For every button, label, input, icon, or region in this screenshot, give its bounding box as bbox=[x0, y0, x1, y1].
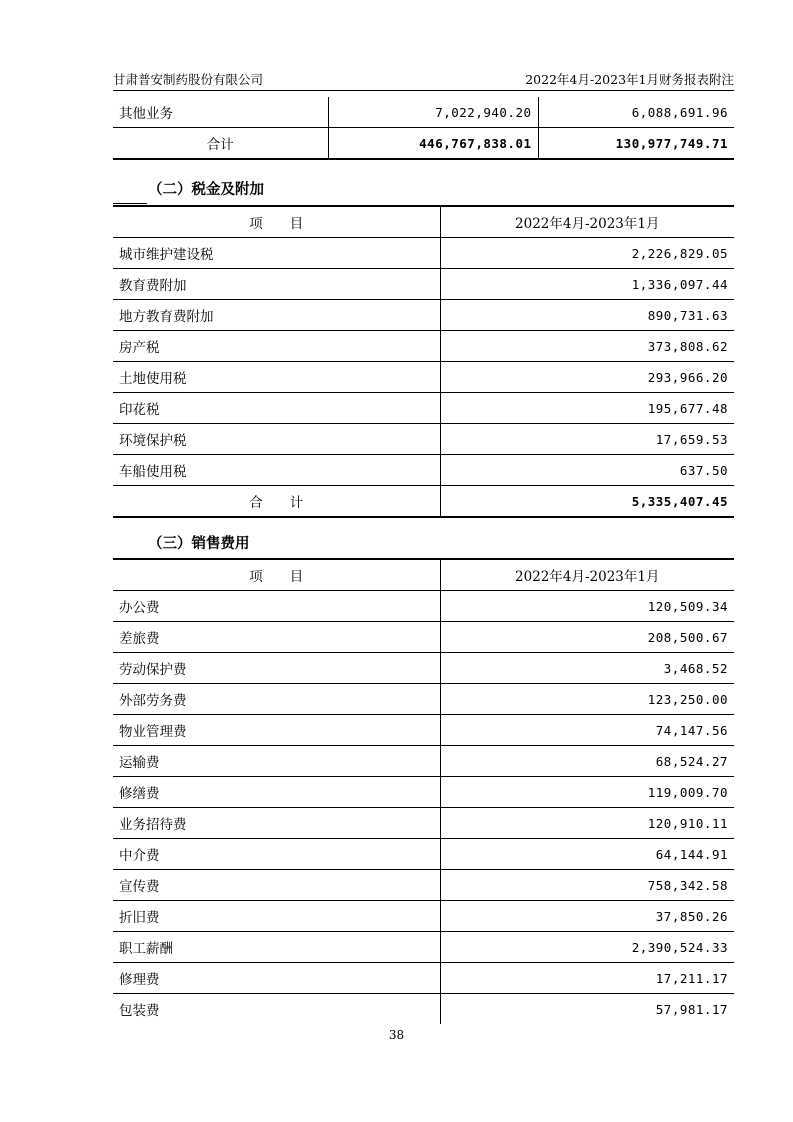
row-label: 中介费 bbox=[113, 839, 440, 870]
table-row bbox=[113, 870, 734, 901]
value-cell: 119,009.70 bbox=[440, 777, 734, 808]
value-cell: 293,966.20 bbox=[440, 362, 734, 393]
report-title: 2022年4月-2023年1月财务报表附注 bbox=[525, 72, 734, 87]
table-row bbox=[113, 591, 734, 622]
row-label: 修理费 bbox=[113, 963, 440, 994]
table-row bbox=[113, 901, 734, 932]
value-cell: 64,144.91 bbox=[440, 839, 734, 870]
value-cell: 130,977,749.71 bbox=[538, 128, 734, 160]
value-cell: 68,524.27 bbox=[440, 746, 734, 777]
revenue-summary-table bbox=[113, 97, 734, 160]
column-header-item: 项 目 bbox=[113, 206, 440, 238]
row-label: 修缮费 bbox=[113, 777, 440, 808]
table-row bbox=[113, 331, 734, 362]
page-number: 38 bbox=[388, 1028, 405, 1042]
row-label: 职工薪酬 bbox=[113, 932, 440, 963]
value-cell: 758,342.58 bbox=[440, 870, 734, 901]
total-value: 5,335,407.45 bbox=[440, 486, 734, 518]
value-cell: 7,022,940.20 bbox=[328, 97, 538, 128]
column-header-item: 项 目 bbox=[113, 559, 440, 591]
value-cell: 120,509.34 bbox=[440, 591, 734, 622]
table-row bbox=[113, 622, 734, 653]
value-cell: 637.50 bbox=[440, 455, 734, 486]
table-row bbox=[113, 97, 734, 128]
header-row bbox=[113, 559, 734, 591]
row-label: 土地使用税 bbox=[113, 362, 440, 393]
table-row bbox=[113, 455, 734, 486]
row-label: 折旧费 bbox=[113, 901, 440, 932]
row-label: 环境保护税 bbox=[113, 424, 440, 455]
value-cell: 17,659.53 bbox=[440, 424, 734, 455]
table-row bbox=[113, 839, 734, 870]
value-cell: 2,390,524.33 bbox=[440, 932, 734, 963]
total-row bbox=[113, 486, 734, 518]
table-row bbox=[113, 932, 734, 963]
column-header-period: 2022年4月-2023年1月 bbox=[440, 206, 734, 238]
section-title-selling-expenses: （三）销售费用 bbox=[148, 536, 250, 552]
table-row bbox=[113, 808, 734, 839]
row-label: 教育费附加 bbox=[113, 269, 440, 300]
value-cell: 195,677.48 bbox=[440, 393, 734, 424]
value-cell: 890,731.63 bbox=[440, 300, 734, 331]
row-label: 合计 bbox=[113, 128, 328, 160]
column-header-period: 2022年4月-2023年1月 bbox=[440, 559, 734, 591]
value-cell: 17,211.17 bbox=[440, 963, 734, 994]
table-row bbox=[113, 238, 734, 269]
divider bbox=[113, 203, 147, 204]
value-cell: 57,981.17 bbox=[655, 1001, 728, 1017]
row-label: 业务招待费 bbox=[113, 808, 440, 839]
value-cell: 2,226,829.05 bbox=[440, 238, 734, 269]
table-row bbox=[113, 653, 734, 684]
total-row bbox=[113, 128, 734, 160]
table-row bbox=[113, 746, 734, 777]
row-label: 城市维护建设税 bbox=[113, 238, 440, 269]
value-cell: 120,910.11 bbox=[440, 808, 734, 839]
value-cell: 1,336,097.44 bbox=[440, 269, 734, 300]
row-label: 印花税 bbox=[113, 393, 440, 424]
table-row bbox=[113, 269, 734, 300]
header-row bbox=[113, 206, 734, 238]
total-label: 合 计 bbox=[113, 486, 440, 518]
taxes-table bbox=[113, 205, 734, 518]
row-label: 劳动保护费 bbox=[113, 653, 440, 684]
row-label: 运输费 bbox=[113, 746, 440, 777]
table-row bbox=[113, 393, 734, 424]
row-label: 房产税 bbox=[113, 331, 440, 362]
table-row bbox=[113, 684, 734, 715]
page-header bbox=[113, 72, 734, 91]
row-label: 办公费 bbox=[113, 591, 440, 622]
table-row bbox=[113, 994, 734, 1025]
table-row bbox=[113, 362, 734, 393]
row-label: 差旅费 bbox=[113, 622, 440, 653]
row-label: 其他业务 bbox=[113, 97, 328, 128]
table-row bbox=[113, 715, 734, 746]
value-cell: 74,147.56 bbox=[440, 715, 734, 746]
row-label: 车船使用税 bbox=[113, 455, 440, 486]
table-row bbox=[113, 777, 734, 808]
row-label: 物业管理费 bbox=[113, 715, 440, 746]
table-row bbox=[113, 424, 734, 455]
table-row bbox=[113, 963, 734, 994]
row-label: 地方教育费附加 bbox=[113, 300, 440, 331]
value-cell: 373,808.62 bbox=[440, 331, 734, 362]
selling-expenses-table bbox=[113, 558, 734, 1024]
row-label: 宣传费 bbox=[113, 870, 440, 901]
value-cell: 123,250.00 bbox=[440, 684, 734, 715]
value-cell: 37,850.26 bbox=[440, 901, 734, 932]
value-cell: 208,500.67 bbox=[440, 622, 734, 653]
table-row bbox=[113, 300, 734, 331]
row-label: 包装费 bbox=[113, 994, 440, 1025]
row-label: 外部劳务费 bbox=[113, 684, 440, 715]
section-title-taxes: （二）税金及附加 bbox=[148, 182, 264, 198]
company-name: 甘肃普安制药股份有限公司 bbox=[113, 72, 264, 87]
value-cell: 3,468.52 bbox=[440, 653, 734, 684]
value-cell: 6,088,691.96 bbox=[538, 97, 734, 128]
value-cell: 446,767,838.01 bbox=[328, 128, 538, 160]
